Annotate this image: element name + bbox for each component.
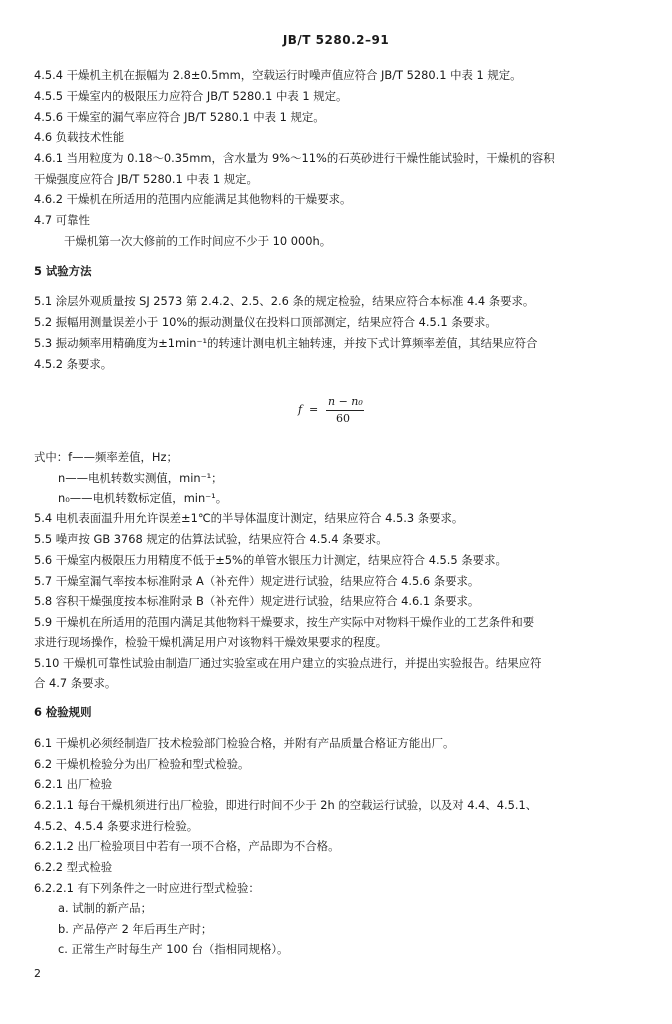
text-line: 5.7 干燥室漏气率按本标准附录 A（补充件）规定进行试验，结果应符合 4.5.6 条要求。	[34, 574, 480, 588]
text-line: 合 4.7 条要求。	[34, 676, 117, 690]
text-line: 6.2.2.1 有下列条件之一时应进行型式检验：	[34, 881, 260, 895]
text-line: 6.2.1.2 出厂检验项目中若有一项不合格，产品即为不合格。	[34, 839, 340, 853]
text-line: 式中：f——频率差值，Hz；	[34, 450, 178, 464]
text-line: n₀——电机转数标定值，min⁻¹。	[58, 491, 228, 505]
text-line: 5.6 干燥室内极限压力用精度不低于±5%的单管水银压力计测定，结果应符合 4.5.5 条要求。	[34, 553, 507, 567]
text-line: 5.8 容积干燥强度按本标准附录 B（补充件）规定进行试验，结果应符合 4.6.1 条要求。	[34, 594, 480, 608]
text-line: 4.5.6 干燥室的漏气率应符合 JB/T 5280.1 中表 1 规定。	[34, 110, 325, 124]
text-line: 求进行现场操作，检验干燥机满足用户对该物料干燥效果要求的程度。	[34, 635, 388, 649]
text-line: 5.10 干燥机可靠性试验由制造厂通过实验室或在用户建立的实验点进行，并提出实验报告。结果应符	[34, 656, 542, 670]
formula-lhs: f	[298, 403, 303, 416]
text-line: 4.6.1 当用粒度为 0.18～0.35mm，含水量为 9%～11%的石英砂进行干燥性能试验时，干燥机的容积	[34, 151, 555, 165]
text-line: 5.3 振动频率用精确度为±1min⁻¹的转速计测电机主轴转速，并按下式计算频率差值，其结果应符合	[34, 336, 538, 350]
text-line: 干燥机第一次大修前的工作时间应不少于 10 000h。	[64, 234, 332, 248]
text-line: 6.2 干燥机检验分为出厂检验和型式检验。	[34, 757, 250, 771]
section-heading: 5 试验方法	[34, 264, 92, 278]
text-line: a. 试制的新产品；	[58, 901, 152, 915]
text-line: b. 产品停产 2 年后再生产时；	[58, 922, 213, 936]
text-line: n——电机转数实测值，min⁻¹；	[58, 471, 223, 485]
text-line: 5.4 电机表面温升用允许误差±1℃的半导体温度计测定，结果应符合 4.5.3 条要求。	[34, 511, 464, 525]
text-line: 4.6 负载技术性能	[34, 130, 125, 144]
formula-numerator: n − n₀	[328, 395, 363, 408]
text-line: 4.6.2 干燥机在所适用的范围内应能满足其他物料的干燥要求。	[34, 192, 352, 206]
text-line: 5.2 振幅用测量误差小于 10%的振动测量仪在投料口顶部测定，结果应符合 4.5.1 条要求。	[34, 315, 497, 329]
text-line: 6.2.1 出厂检验	[34, 777, 113, 791]
text-line: 4.5.4 干燥机主机在振幅为 2.8±0.5mm，空载运行时噪声值应符合 JB/T 5280.1 中表 1 规定。	[34, 68, 522, 82]
text-line: 5.9 干燥机在所适用的范围内满足其他物料干燥要求，按生产实际中对物料干燥作业的工艺条件和要	[34, 615, 535, 629]
section-heading: 6 检验规则	[34, 705, 92, 719]
text-line: 4.5.2 条要求。	[34, 357, 113, 371]
text-line: c. 正常生产时每生产 100 台（指相同规格）。	[58, 942, 289, 956]
text-line: 4.5.2、4.5.4 条要求进行检验。	[34, 819, 199, 833]
text-line: 6.1 干燥机必须经制造厂技术检验部门检验合格，并附有产品质量合格证方能出厂。	[34, 736, 455, 750]
formula-equals: =	[309, 403, 319, 416]
text-line: 5.5 噪声按 GB 3768 规定的估算法试验，结果应符合 4.5.4 条要求。	[34, 532, 388, 546]
formula-denominator: 60	[336, 412, 350, 425]
text-line: 4.5.5 干燥室内的极限压力应符合 JB/T 5280.1 中表 1 规定。	[34, 89, 348, 103]
page-number: 2	[34, 967, 41, 980]
text-line: 4.7 可靠性	[34, 213, 90, 227]
text-line: 6.2.1.1 每台干燥机须进行出厂检验，即进行时间不少于 2h 的空载运行试验，以及对 4.4、4.5.1、	[34, 798, 538, 812]
text-line: 6.2.2 型式检验	[34, 860, 113, 874]
text-line: 5.1 涂层外观质量按 SJ 2573 第 2.4.2、2.5、2.6 条的规定检验，结果应符合本标准 4.4 条要求。	[34, 294, 535, 308]
page-header: JB/T 5280.2–91	[282, 33, 390, 47]
text-line: 干燥强度应符合 JB/T 5280.1 中表 1 规定。	[34, 172, 258, 186]
frequency-formula	[298, 395, 378, 429]
fraction-bar	[326, 410, 364, 411]
